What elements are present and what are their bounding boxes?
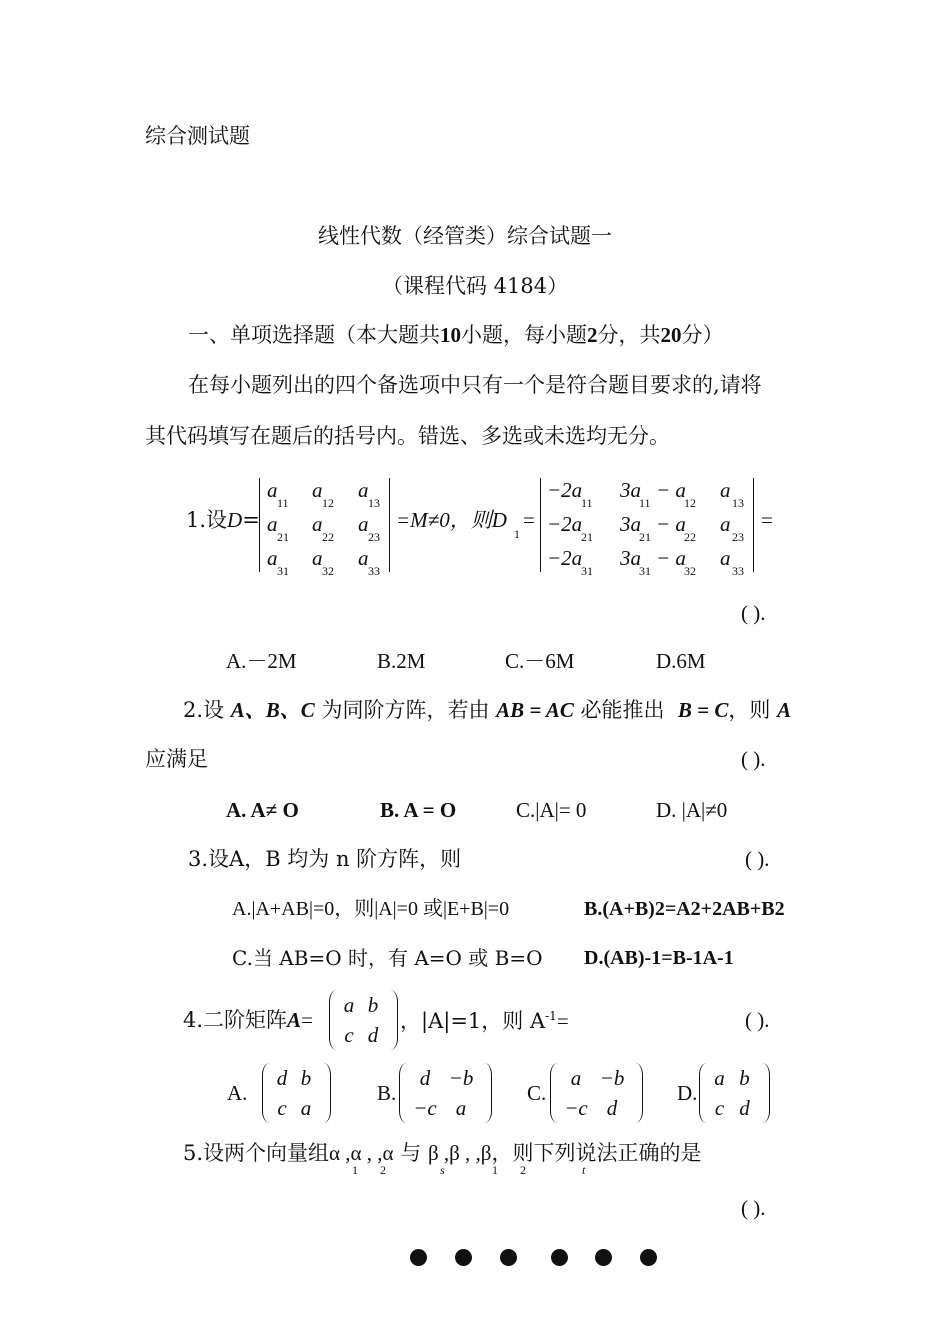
det-D-subscript: 13 [368, 496, 380, 510]
q5-sub-b1: 1 [492, 1163, 498, 1177]
det-D1-cell: − a [656, 546, 686, 570]
q3-stem: 3.设A，B 均为 n 阶方阵，则 [188, 847, 462, 871]
det-D-cell: a [312, 546, 323, 570]
q2-option-d: D. |A|≠0 [656, 798, 728, 822]
section-heading: 一、单项选择题（本大题共10小题，每小题2分，共20分） [188, 323, 724, 347]
footer-dot [455, 1249, 472, 1266]
q4-option-matrix-cell: c [714, 1096, 725, 1120]
q4-option-matrix-cell: d [419, 1066, 431, 1090]
det1-bar-right [753, 478, 754, 572]
det-D1-cell: −2a [547, 478, 583, 502]
q5-sub-2: 2 [380, 1163, 386, 1177]
q4-option-label: B. [377, 1081, 397, 1105]
q4-answer-blank: ( ). [745, 1008, 770, 1032]
footer-dot [595, 1249, 612, 1266]
q4-matrix-cell: b [367, 993, 379, 1017]
footer-dot [410, 1249, 427, 1266]
q1-trailing-equals: = [761, 508, 773, 532]
det-D1-subscript: 21 [639, 530, 651, 544]
q4-stem-pre: 4.二阶矩阵A= [183, 1008, 313, 1032]
q4-matrix-right-paren [383, 990, 398, 1050]
q4-option-matrix-right-paren [477, 1063, 492, 1123]
q4-option-matrix-cell: b [739, 1066, 750, 1090]
q5-sub-1: 1 [352, 1163, 358, 1177]
det-D1-subscript: 31 [639, 564, 651, 578]
det-D-subscript: 32 [322, 564, 334, 578]
det-D-subscript: 22 [322, 530, 334, 544]
det-D-cell: a [358, 478, 369, 502]
q4-option-matrix-cell: c [277, 1096, 287, 1120]
q2-option-c: C.|A|= 0 [516, 798, 587, 822]
q4-option-matrix-cell: a [714, 1066, 725, 1090]
q4-option-matrix-cell: a [570, 1066, 582, 1090]
det-D1-subscript: 21 [581, 530, 593, 544]
det-D-subscript: 21 [277, 530, 289, 544]
det-D1-subscript: 11 [639, 496, 651, 510]
q4-option-matrix-cell: a [455, 1096, 467, 1120]
q5-stem: 5.设两个向量组α ,α , ,α 与 β ,β , ,β，则下列说法正确的是 [183, 1141, 702, 1165]
q4-option-label: D. [677, 1081, 698, 1105]
det-D-cell: a [358, 512, 369, 536]
det-D-cell: a [358, 546, 369, 570]
q3-answer-blank: ( ). [745, 847, 770, 871]
det-D1-subscript: 23 [732, 530, 744, 544]
det1-bar-left [540, 478, 541, 572]
q4-option-matrix-cell: −c [564, 1096, 588, 1120]
instruction-line-1: 在每小题列出的四个备选项中只有一个是符合题目要求的,请将 [188, 373, 762, 397]
q4-matrix-cell: a [343, 993, 355, 1017]
q4-option-label: C. [527, 1081, 547, 1105]
q5-sub-t: t [582, 1163, 586, 1177]
exam-title: 线性代数（经管类）综合试题一 [318, 224, 612, 248]
det-D1-cell: a [720, 512, 731, 536]
det-D1-subscript: 13 [732, 496, 744, 510]
q2-line-2: 应满足 [145, 747, 208, 771]
det-D1-subscript: 12 [684, 496, 696, 510]
det-D1-cell: −2a [547, 512, 583, 536]
det-D-subscript: 33 [368, 564, 380, 578]
det-bar-right [389, 478, 390, 572]
det-D1-cell: 3a [620, 478, 641, 502]
q2-option-b: B. A = O [380, 798, 457, 822]
q1-prefix: 1.设D= [186, 508, 260, 532]
footer-dot [500, 1249, 517, 1266]
det-D1-subscript: 33 [732, 564, 744, 578]
q1-answer-blank: ( ). [741, 601, 766, 625]
q4-matrix-cell: d [367, 1023, 379, 1047]
det-D1-cell: − a [656, 478, 686, 502]
q3-option-d: D.(AB)-1=B-1A-1 [584, 947, 734, 969]
q4-option-matrix-cell: b [300, 1066, 312, 1090]
q4-option-matrix-cell: d [739, 1096, 750, 1120]
q4-option-matrix-cell: a [300, 1096, 312, 1120]
q2-line-1: 2.设 A、B、C 为同阶方阵，若由 AB = AC 必能推出 B = C，则 A [183, 698, 792, 722]
q4-option-matrix-cell: −c [413, 1096, 437, 1120]
det-D-subscript: 31 [277, 564, 289, 578]
det-D-subscript: 23 [368, 530, 380, 544]
q5-sub-s: s [440, 1163, 445, 1177]
det-D1-cell: −2a [547, 546, 583, 570]
det-D1-cell: a [720, 546, 731, 570]
det-D-subscript: 11 [277, 496, 289, 510]
det-D1-cell: a [720, 478, 731, 502]
det-D-cell: a [312, 478, 323, 502]
det-D1-subscript: 11 [581, 496, 593, 510]
q4-stem-post: ，|A|=1，则 $A^{-1}=$ [400, 1009, 569, 1033]
page-header: 综合测试题 [145, 124, 250, 148]
det-D1-cell: − a [656, 512, 686, 536]
det-D-cell: a [267, 512, 278, 536]
d1-subscript: 1 [514, 527, 520, 541]
d1-equals: = [523, 508, 535, 532]
q1-condition: =M≠0，则D [396, 508, 507, 532]
q5-answer-blank: ( ). [741, 1196, 766, 1220]
det-D1-subscript: 32 [684, 564, 696, 578]
q4-option-matrix-cell: d [606, 1096, 618, 1120]
q1-option-d: D.6M [656, 649, 706, 673]
det-bar-left [259, 478, 260, 572]
course-code: （课程代码 4184） [382, 274, 569, 298]
det-D-cell: a [267, 478, 278, 502]
q5-sub-b2: 2 [520, 1163, 526, 1177]
det-D-cell: a [312, 512, 323, 536]
det-D-subscript: 12 [322, 496, 334, 510]
q3-option-a: A.|A+AB|=0，则|A|=0 或|E+B|=0 [232, 898, 510, 920]
det-D-cell: a [267, 546, 278, 570]
det-D1-subscript: 22 [684, 530, 696, 544]
q4-matrix-cell: c [344, 1023, 354, 1047]
q4-option-matrix-cell: −b [599, 1066, 625, 1090]
q1-option-b: B.2M [377, 649, 426, 673]
q2-answer-blank: ( ). [741, 747, 766, 771]
q4-option-matrix-right-paren [755, 1063, 770, 1123]
q4-option-matrix-cell: −b [448, 1066, 474, 1090]
q2-option-a: A. A≠ O [226, 798, 299, 822]
q4-option-matrix-right-paren [628, 1063, 643, 1123]
q4-option-matrix-right-paren [316, 1063, 331, 1123]
instruction-line-2: 其代码填写在题后的括号内。错选、多选或未选均无分。 [145, 424, 670, 448]
q3-option-c: C.当 AB=O 时，有 A=O 或 B=O [232, 946, 543, 970]
det-D1-cell: 3a [620, 546, 641, 570]
footer-dot [640, 1249, 657, 1266]
q4-option-label: A. [227, 1081, 248, 1105]
footer-dot [551, 1249, 568, 1266]
q4-option-matrix-cell: d [276, 1066, 288, 1090]
det-D1-cell: 3a [620, 512, 641, 536]
q3-option-b: B.(A+B)2=A2+2AB+B2 [584, 898, 785, 920]
q1-option-a: A.－2M [226, 649, 297, 673]
det-D1-subscript: 31 [581, 564, 593, 578]
q1-option-c: C.－6M [505, 649, 575, 673]
